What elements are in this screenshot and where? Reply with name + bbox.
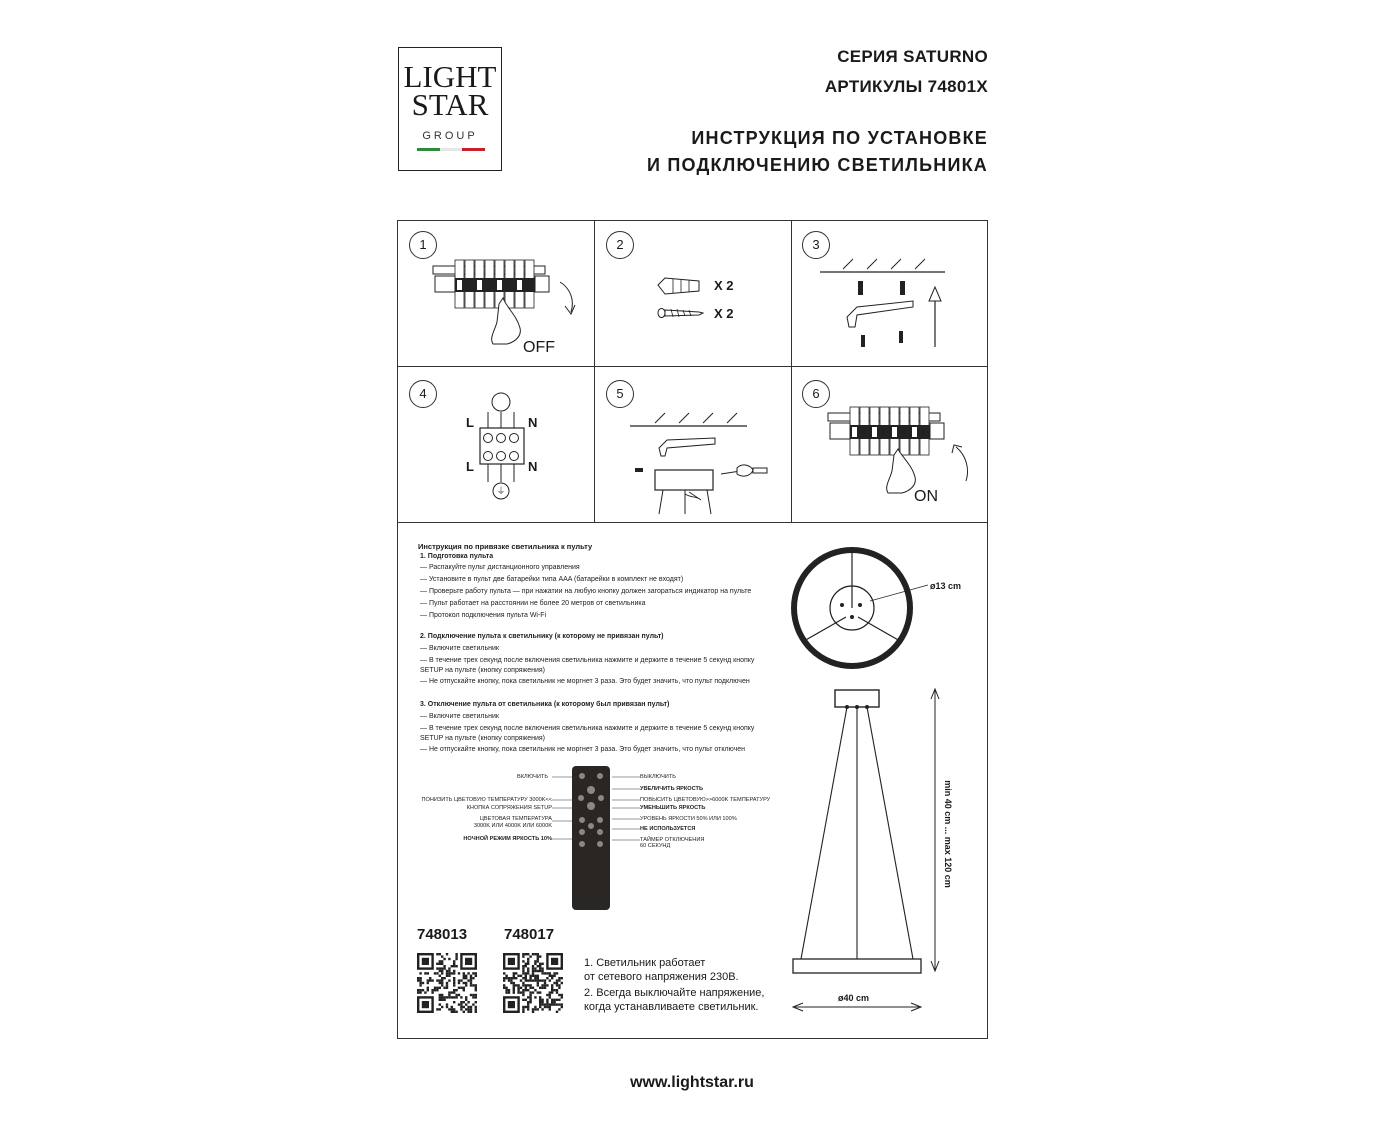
lamp-diameter-label: ø40 cm (838, 993, 870, 1003)
pairing-section-2-line: — Включите светильник (420, 645, 499, 652)
step-5-canopy-fixing-illustration (625, 408, 785, 518)
note-line-3: 2. Всегда выключайте напряжение, (584, 987, 765, 999)
step-3-bracket-mounting-illustration (815, 255, 975, 355)
svg-text:⏚: ⏚ (496, 486, 506, 496)
italian-flag-stripe (417, 148, 485, 151)
remote-label-not-used: НЕ ИСПОЛЬЗУЕТСЯ (640, 826, 696, 832)
pairing-section-2-line: SETUP на пульте (кнопку сопряжения) (420, 667, 546, 674)
article-748013: 748013 (417, 926, 468, 943)
pairing-section-3-line: — В течение трех секунд после включения светильника нажмите и держите в течение 5 секунд кнопку (420, 725, 755, 732)
step-1-off-label: OFF (523, 339, 555, 356)
step-2-screw-count: X 2 (714, 306, 734, 321)
pairing-section-1-line: — Установите в пульт две батарейки типа AAA (батарейки в комплект не входят) (420, 576, 684, 583)
step-2-dowel-count: X 2 (714, 278, 734, 293)
lamp-top-view-illustration (790, 545, 930, 675)
pairing-section-3-line: SETUP на пульте (кнопку сопряжения) (420, 735, 546, 742)
pairing-section-3-heading: 3. Отключение пульта от светильника (к которому был привязан пульт) (420, 701, 670, 708)
note-line-2: от сетевого напряжения 230В. (584, 971, 739, 983)
qr-code-748017 (503, 953, 563, 1013)
pairing-section-1-line: — Распакуйте пульт дистанционного управления (420, 564, 580, 571)
pairing-section-1-line: — Протокол подключения пульта Wi-Fi (420, 612, 547, 619)
step-4-terminal-block-illustration (460, 390, 550, 505)
logo-line-2: STAR (411, 87, 489, 122)
remote-leader-lines (520, 770, 640, 850)
pairing-section-1-line: — Пульт работает на расстоянии не более 20 метров от светильника (420, 600, 646, 607)
remote-label-lower-temp: ПОНИЗИТЬ ЦВЕТОВУЮ ТЕМПЕРАТУРУ 3000K<< (421, 797, 552, 803)
pairing-section-2-line: — Не отпускайте кнопку, пока светильник не моргнет 3 раза. Это будет значить, что пульт подключен (420, 678, 750, 685)
article-748017: 748017 (504, 926, 555, 943)
remote-label-brightness-down: УМЕНЬШИТЬ ЯРКОСТЬ (640, 805, 706, 811)
pairing-section-2-line: — В течение трех секунд после включения светильника нажмите и держите в течение 5 секунд кнопку (420, 657, 755, 664)
remote-label-setup: КНОПКА СОПРЯЖЕНИЯ SETUP (466, 805, 552, 811)
step-2-number: 2 (606, 231, 634, 259)
pairing-section-2-heading: 2. Подключение пульта к светильнику (к которому не привязан пульт) (420, 633, 664, 640)
remote-label-brightness-up: УВЕЛИЧИТЬ ЯРКОСТЬ (640, 786, 703, 792)
step-3-number: 3 (802, 231, 830, 259)
instruction-title-line-2: И ПОДКЛЮЧЕНИЮ СВЕТИЛЬНИКА (647, 155, 988, 175)
remote-label-brightness-level: УРОВЕНЬ ЯРКОСТИ 50% ИЛИ 100% (640, 816, 737, 822)
logo-line-1: LIGHT (403, 59, 497, 94)
pairing-title: Инструкция по привязке светильника к пульту (418, 542, 593, 551)
step-1-number: 1 (409, 231, 437, 259)
website-url[interactable]: www.lightstar.ru (630, 1074, 754, 1091)
qr-code-748013 (417, 953, 477, 1013)
pairing-section-3-line: — Включите светильник (420, 713, 499, 720)
pairing-section-1-heading: 1. Подготовка пульта (420, 553, 494, 560)
remote-label-raise-temp: ПОВЫСИТЬ ЦВЕТОВУЮ>>6000K ТЕМПЕРАТУРУ (640, 797, 771, 803)
note-line-4: когда устанавливаете светильник. (584, 1001, 759, 1013)
pairing-section-1-line: — Проверьте работу пульта — при нажатии на любую кнопку должен загораться индикатор на пульте (420, 588, 752, 595)
remote-label-timer: ТАЙМЕР ОТКЛЮЧЕНИЯ (640, 837, 705, 843)
step-6-number: 6 (802, 380, 830, 408)
brand-logo (398, 47, 502, 171)
remote-label-off: ВЫКЛЮЧИТЬ (640, 774, 676, 780)
step-2-dowel-screw-illustration (655, 275, 707, 325)
instruction-title-line-1: ИНСТРУКЦИЯ ПО УСТАНОВКЕ (691, 128, 988, 148)
pairing-section-3-line: — Не отпускайте кнопку, пока светильник не моргнет 3 раза. Это будет значить, что пульт отключен (420, 746, 746, 753)
remote-label-on: ВКЛЮЧИТЬ (517, 774, 548, 780)
articles-title: АРТИКУЛЫ 74801X (824, 77, 988, 96)
logo-line-3: GROUP (422, 130, 478, 142)
step-6-breaker-panel-illustration (820, 405, 980, 505)
step-4-terminal-l-bottom: L (466, 459, 474, 474)
remote-label-timer-seconds: 60 СЕКУНД (640, 843, 671, 849)
step-6-on-label: ON (914, 488, 938, 505)
remote-label-color-temp-values: 3000K ИЛИ 4000K ИЛИ 6000K (473, 823, 552, 829)
step-1-breaker-panel-illustration (425, 258, 585, 358)
step-4-terminal-l-top: L (466, 415, 474, 430)
step-4-terminal-n-bottom: N (528, 459, 538, 474)
suspension-height-label: min 40 cm ... max 120 cm (942, 780, 953, 888)
lamp-side-view-illustration (785, 685, 955, 1020)
remote-label-color-temp: ЦВЕТОВАЯ ТЕМПЕРАТУРА (479, 816, 552, 822)
step-4-terminal-n-top: N (528, 415, 538, 430)
step-4-number: 4 (409, 380, 437, 408)
remote-label-night-mode: НОЧНОЙ РЕЖИМ ЯРКОСТЬ 10% (463, 836, 552, 842)
note-line-1: 1. Светильник работает (584, 957, 706, 969)
step-5-number: 5 (606, 380, 634, 408)
canopy-diameter-label: ø13 cm (930, 581, 962, 591)
series-title: СЕРИЯ SATURNO (837, 47, 988, 66)
